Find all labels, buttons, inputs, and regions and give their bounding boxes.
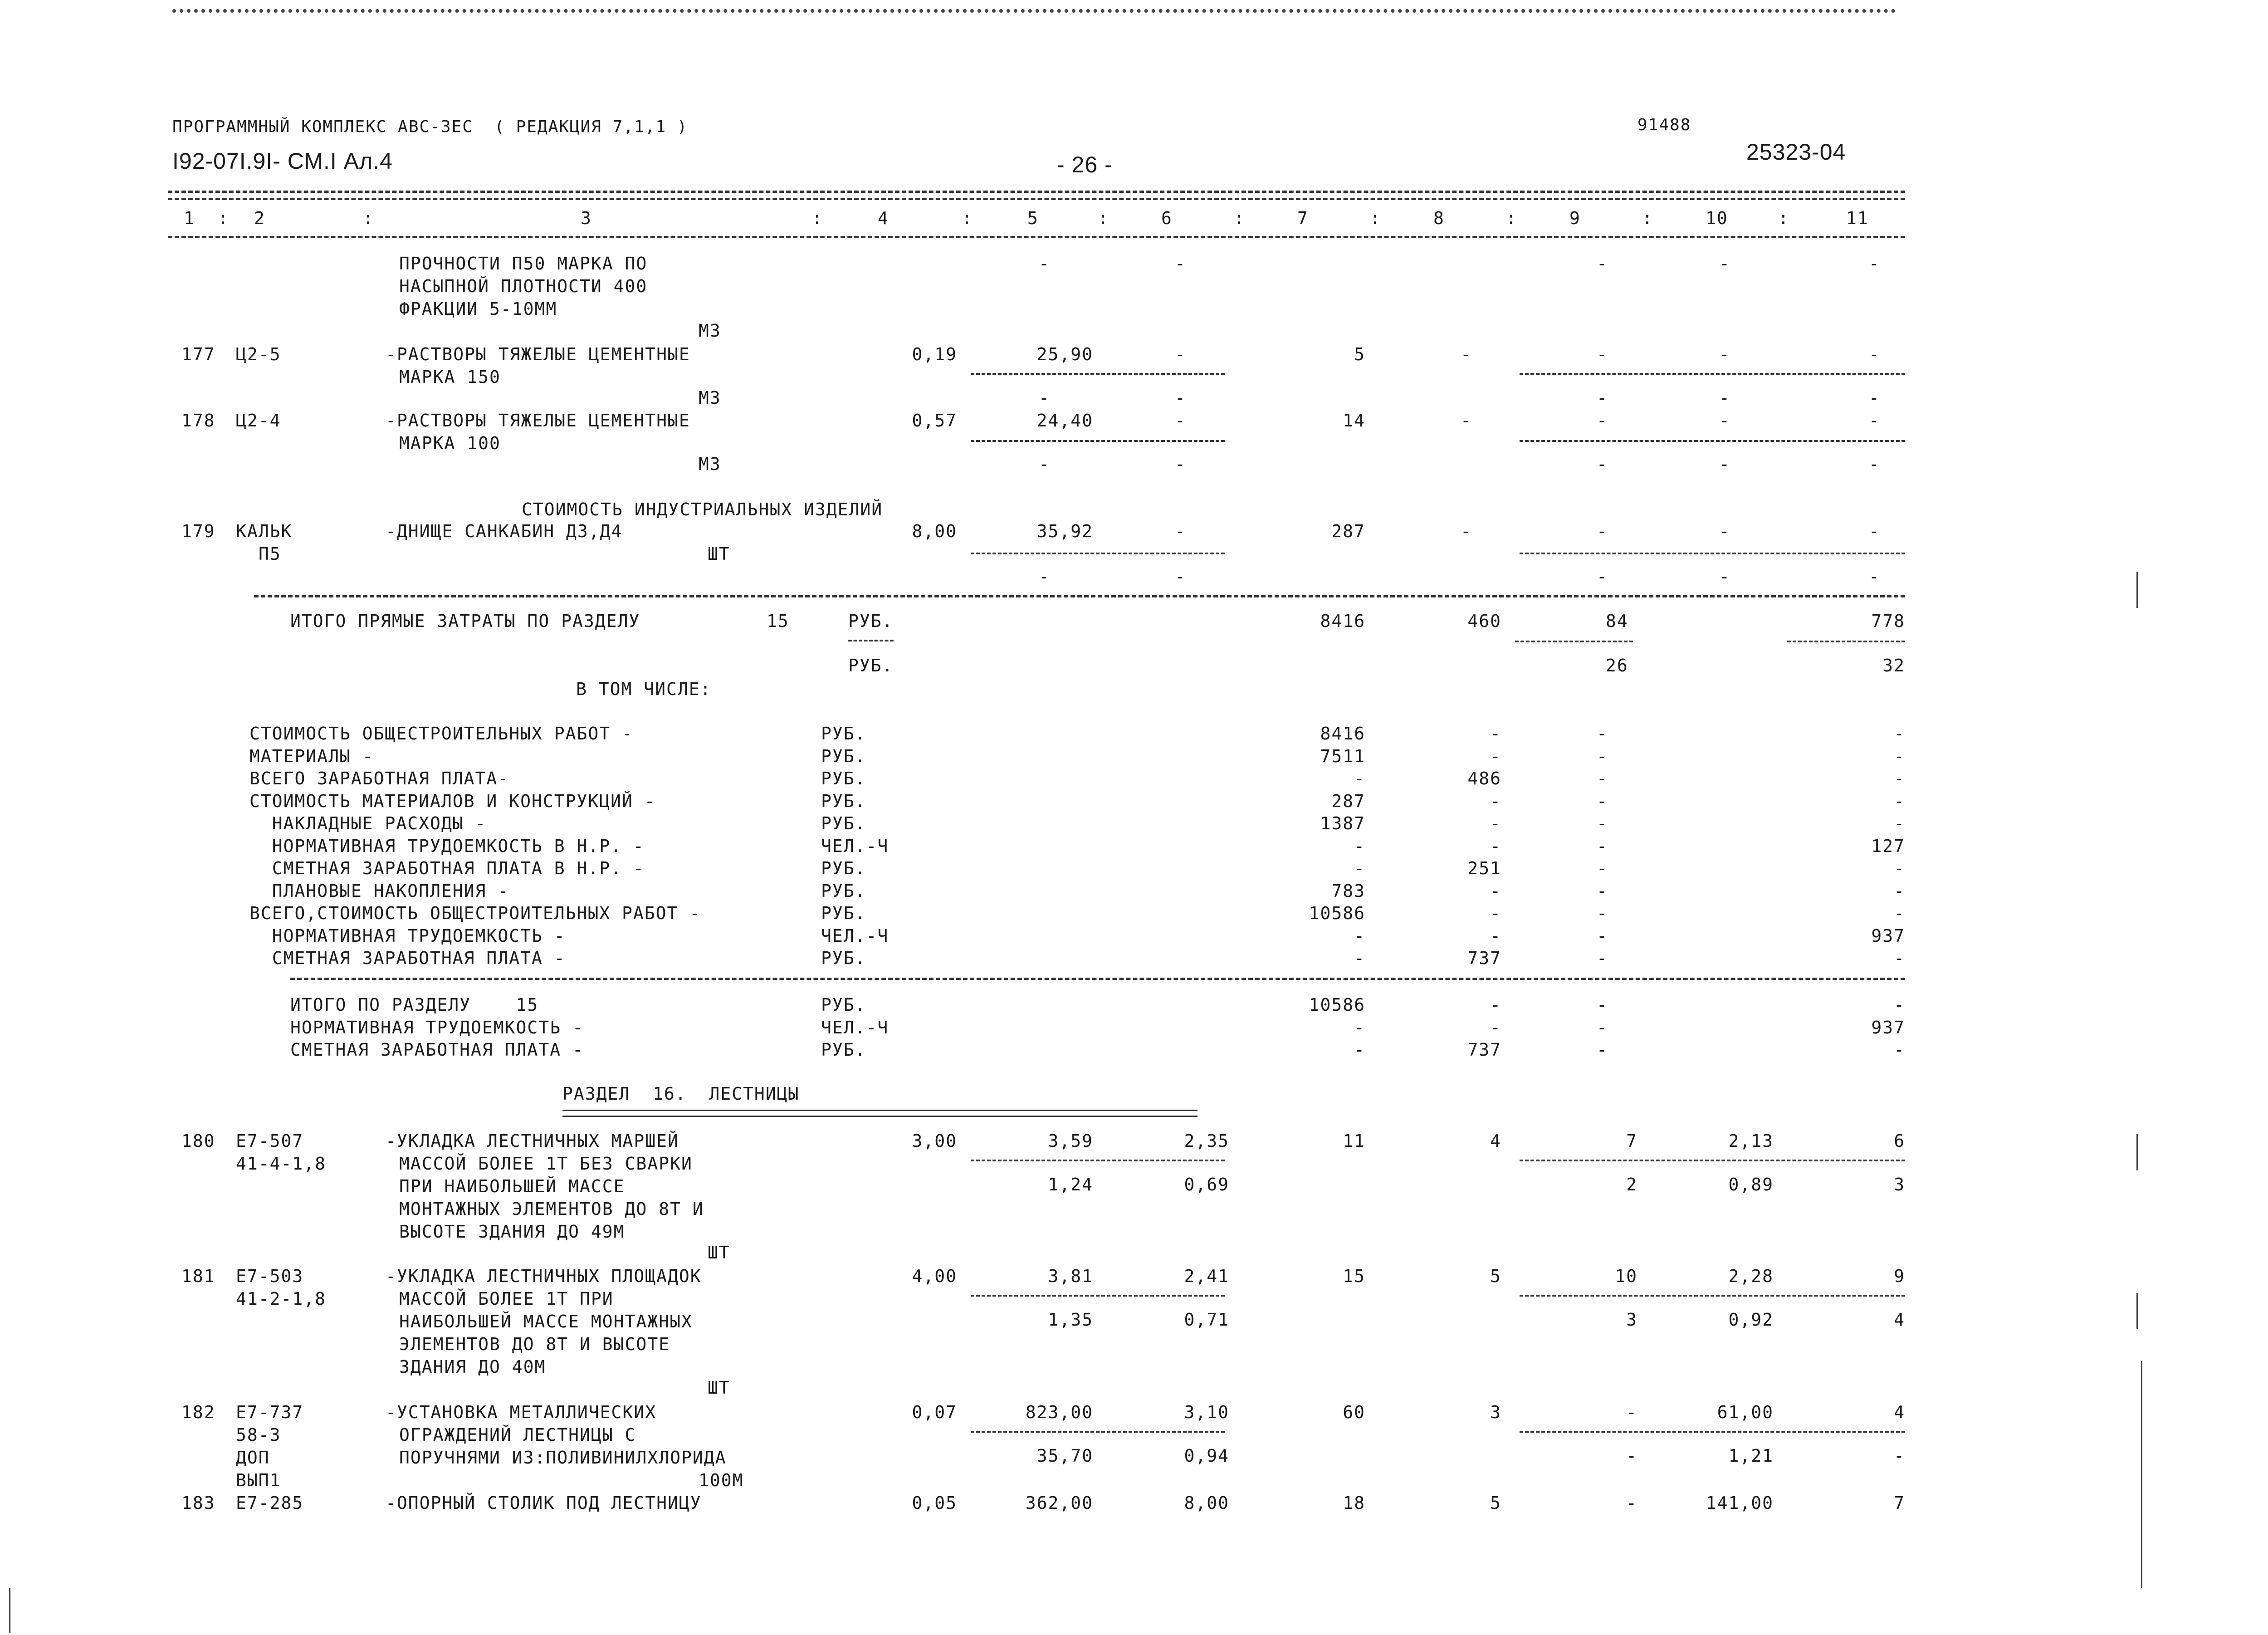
including-label: В ТОМ ЧИСЛЕ: [576,679,712,699]
cell-c5: 24,40 [1036,411,1093,431]
dash: - [1039,567,1050,587]
row-code-2: 41-2-1,8 [236,1289,327,1309]
breakdown-unit: РУБ. [821,813,866,833]
breakdown-c9: - [1597,769,1608,788]
row-text: МАССОЙ БОЛЕЕ 1Т ПРИ [399,1289,614,1309]
cell-c9-labor: 3 [1626,1310,1637,1330]
dash: - [1869,454,1880,474]
cell-c9-labor: - [1626,1446,1637,1466]
section-total-c9: - [1597,995,1608,1015]
breakdown-c11: - [1894,881,1905,901]
program-header: ПРОГРАММНЫЙ КОМПЛЕКС АВС-3ЕС ( РЕДАКЦИЯ 7,1,1 ) [172,117,688,136]
breakdown-c7: 1387 [1320,813,1365,833]
row-text: ОГРАЖДЕНИЙ ЛЕСТНИЦЫ С [399,1425,636,1445]
dash: - [1039,254,1050,274]
breakdown-unit: РУБ. [821,746,866,766]
totals-section: 15 [767,611,789,631]
dash: - [1039,388,1050,408]
cell-c6-labor: 0,69 [1184,1175,1229,1194]
breakdown-unit: РУБ. [821,791,866,811]
col-sep: : [1098,208,1109,228]
cell-c10-labor: 0,89 [1728,1175,1774,1194]
cell-c8: 5 [1490,1493,1501,1513]
row-code-3: ДОП [236,1448,270,1468]
breakdown-c9: - [1597,903,1608,923]
breakdown-c11: - [1894,724,1905,744]
breakdown-label: СМЕТНАЯ ЗАРАБОТНАЯ ПЛАТА В Н.Р. - [249,858,645,878]
section-note: СТОИМОСТЬ ИНДУСТРИАЛЬНЫХ ИЗДЕЛИЙ [522,499,883,519]
breakdown-unit: РУБ. [821,769,866,788]
sub-rule [971,440,1225,442]
cell-c11: - [1869,411,1880,431]
breakdown-c7: - [1354,836,1365,856]
cell-c9: - [1597,344,1608,364]
totals-label: ИТОГО ПРЯМЫЕ ЗАТРАТЫ ПО РАЗДЕЛУ [290,611,640,631]
cell-c5-labor: 35,70 [1036,1446,1093,1466]
breakdown-c8: - [1490,813,1501,833]
breakdown-c11: - [1894,791,1905,811]
breakdown-c8: - [1490,881,1501,901]
cell-c4: 0,07 [912,1402,957,1422]
cell-c7: 5 [1354,344,1365,364]
sub-rule [1520,1160,1905,1161]
dash: - [1597,254,1608,274]
cell-c11: - [1869,521,1880,541]
row-text: НАСЫПНОЙ ПЛОТНОСТИ 400 [399,276,648,296]
row-num: 180 [181,1131,215,1151]
cell-c5: 25,90 [1036,344,1093,364]
section-total-c11: 937 [1871,1017,1905,1038]
cell-c8: - [1461,521,1472,541]
dash: - [1597,567,1608,587]
sub-rule [971,1160,1225,1161]
section-total-c8: - [1490,995,1501,1015]
col-sep: : [962,208,973,228]
cell-c4: 0,19 [912,344,957,364]
dash: - [1719,388,1730,408]
cell-c9: - [1626,1493,1637,1513]
breakdown-c7: 10586 [1309,903,1365,923]
section-total-c11: - [1894,1040,1905,1060]
row-text: -УСТАНОВКА МЕТАЛЛИЧЕСКИХ [386,1402,657,1422]
cell-c9: 7 [1626,1131,1637,1151]
cell-c7: 15 [1343,1266,1365,1286]
cell-c9: - [1626,1402,1637,1422]
breakdown-c8: - [1490,925,1501,946]
breakdown-unit: ЧЕЛ.-Ч [821,925,889,946]
cell-c6: - [1175,344,1186,364]
breakdown-c11: - [1894,858,1905,878]
row-text: -РАСТВОРЫ ТЯЖЕЛЫЕ ЦЕМЕНТНЫЕ [386,411,690,431]
row-num: 182 [181,1402,215,1422]
cell-c11: 7 [1894,1493,1905,1513]
cell-c10-labor: 1,21 [1728,1446,1774,1466]
cell-c9: - [1597,411,1608,431]
totals-c11b: 32 [1882,656,1905,676]
row-code: Ц2-4 [236,411,281,431]
row-text: НАИБОЛЬШЕЙ МАССЕ МОНТАЖНЫХ [399,1312,693,1331]
cell-c8: 3 [1490,1402,1501,1422]
cell-c5: 3,59 [1048,1131,1093,1151]
breakdown-label: МАТЕРИАЛЫ - [249,746,374,766]
section-total-unit: РУБ. [821,995,866,1015]
row-unit: ШТ [708,1243,730,1263]
col-7: 7 [1297,208,1309,228]
cell-c6: - [1175,521,1186,541]
row-num: 183 [181,1493,215,1513]
row-code-2: 41-4-1,8 [236,1154,327,1174]
section-total-c8: 737 [1467,1040,1501,1060]
col-sep: : [1506,208,1517,228]
row-text: -ДНИЩЕ САНКАБИН Д3,Д4 [386,521,623,541]
cell-c7: 11 [1343,1131,1365,1151]
cell-c11: 9 [1894,1266,1905,1286]
cell-c10: - [1719,411,1730,431]
cell-c5: 362,00 [1025,1493,1093,1513]
cell-c11: - [1869,344,1880,364]
row-text: МАССОЙ БОЛЕЕ 1Т БЕЗ СВАРКИ [399,1154,693,1174]
sub-rule [1520,373,1905,375]
row-unit: ШТ [708,1378,730,1398]
cell-c10: 141,00 [1706,1493,1774,1513]
totals-c11a: 778 [1871,611,1905,631]
breakdown-label: ВСЕГО ЗАРАБОТНАЯ ПЛАТА- [249,769,509,788]
section-total-c7: 10586 [1309,995,1365,1015]
sub-rule [1520,1295,1905,1297]
col-sep: : [1370,208,1381,228]
cell-c4: 3,00 [912,1131,957,1151]
totals-rule [254,595,1905,597]
breakdown-c9: - [1597,791,1608,811]
breakdown-c7: 783 [1331,881,1365,901]
sub-rule [1520,1431,1905,1433]
sub-rule [1520,440,1905,442]
margin-mark [2136,1293,2138,1329]
breakdown-unit: РУБ. [821,948,866,968]
row-unit: М3 [699,388,721,408]
breakdown-c7: - [1354,948,1365,968]
cell-c6: - [1175,411,1186,431]
cell-c11: 4 [1894,1402,1905,1422]
cell-c7: 18 [1343,1493,1365,1513]
breakdown-unit: РУБ. [821,858,866,878]
dash: - [1175,567,1186,587]
margin-mark [9,1588,10,1633]
dash: - [1869,254,1880,274]
sub-rule [1787,641,1905,642]
dash: - [1597,388,1608,408]
col-sep: : [1778,208,1789,228]
cell-c10: 2,13 [1728,1131,1774,1151]
section-total-c7: - [1354,1017,1365,1038]
sub-rule [848,640,894,641]
top-edge-marks [172,9,1896,13]
totals-c9a: 84 [1606,611,1628,631]
cell-c4: 4,00 [912,1266,957,1286]
dash: - [1869,388,1880,408]
section-total-label: СМЕТНАЯ ЗАРАБОТНАЯ ПЛАТА - [290,1040,584,1060]
section-total-c11: - [1894,995,1905,1015]
row-num: 179 [181,521,215,541]
sub-rule [1520,553,1905,554]
breakdown-unit: РУБ. [821,881,866,901]
breakdown-unit: РУБ. [821,724,866,744]
section16-title: РАЗДЕЛ 16. ЛЕСТНИЦЫ [562,1084,800,1104]
row-text: ЗДАНИЯ ДО 40М [399,1357,546,1377]
breakdown-c11: 937 [1871,925,1905,946]
dash: - [1719,567,1730,587]
breakdown-c7: 8416 [1320,724,1365,744]
breakdown-label: ПЛАНОВЫЕ НАКОПЛЕНИЯ - [249,881,509,901]
cell-c9: 10 [1615,1266,1637,1286]
cell-c4: 0,57 [912,411,957,431]
breakdown-c11: - [1894,813,1905,833]
cell-c9-labor: 2 [1626,1175,1637,1194]
breakdown-label: НОРМАТИВНАЯ ТРУДОЕМКОСТЬ В Н.Р. - [249,836,645,856]
dash: - [1175,388,1186,408]
cell-c6: 3,10 [1184,1402,1229,1422]
row-unit: М3 [699,454,721,474]
breakdown-c8: 251 [1467,858,1501,878]
cell-c8: 4 [1490,1131,1501,1151]
section-total-label: ИТОГО ПО РАЗДЕЛУ 15 [290,995,539,1015]
cell-c11-labor: 4 [1894,1310,1905,1330]
row-code-2: П5 [259,544,281,564]
row-text: ФРАКЦИИ 5-10ММ [399,299,557,319]
section-total-unit: ЧЕЛ.-Ч [821,1017,889,1038]
row-text: МОНТАЖНЫХ ЭЛЕМЕНТОВ ДО 8Т И [399,1199,704,1219]
breakdown-c11: - [1894,903,1905,923]
row-text: МАРКА 100 [399,433,501,453]
cell-c5-labor: 1,35 [1048,1310,1093,1330]
totals-unit-2: РУБ. [848,656,894,676]
col-sep: : [1234,208,1245,228]
header-rule [168,198,1905,200]
breakdown-c9: - [1597,746,1608,766]
breakdown-label: НАКЛАДНЫЕ РАСХОДЫ - [249,813,487,833]
cell-c10-labor: 0,92 [1728,1310,1774,1330]
ref-number: 25323-04 [1746,139,1846,165]
row-text: -УКЛАДКА ЛЕСТНИЧНЫХ МАРШЕЙ [386,1131,679,1151]
section-total-unit: РУБ. [821,1040,866,1060]
breakdown-c8: - [1490,836,1501,856]
sub-rule [971,1295,1225,1297]
row-unit: 100М [699,1470,744,1490]
row-num: 178 [181,411,215,431]
breakdown-c8: - [1490,791,1501,811]
row-text: -ОПОРНЫЙ СТОЛИК ПОД ЛЕСТНИЦУ [386,1493,702,1513]
col-sep: : [812,208,823,228]
dash: - [1175,254,1186,274]
row-code: Е7-503 [236,1266,304,1286]
margin-mark [2136,572,2138,608]
breakdown-c9: - [1597,881,1608,901]
breakdown-c8: - [1490,903,1501,923]
cell-c4: 8,00 [912,521,957,541]
dash: - [1719,254,1730,274]
breakdown-label: ВСЕГО,СТОИМОСТЬ ОБЩЕСТРОИТЕЛЬНЫХ РАБОТ - [249,903,701,923]
sub-rule [971,553,1225,554]
col-6: 6 [1161,208,1173,228]
cell-c5: 3,81 [1048,1266,1093,1286]
breakdown-c11: - [1894,948,1905,968]
row-code-2: 58-3 [236,1425,281,1445]
row-text: -РАСТВОРЫ ТЯЖЕЛЫЕ ЦЕМЕНТНЫЕ [386,344,690,364]
section-total-c9: - [1597,1040,1608,1060]
row-code: Ц2-5 [236,344,281,364]
row-text: -УКЛАДКА ЛЕСТНИЧНЫХ ПЛОЩАДОК [386,1266,702,1286]
breakdown-c8: - [1490,746,1501,766]
header-rule [168,191,1905,193]
cell-c9: - [1597,521,1608,541]
cell-c8: - [1461,411,1472,431]
col-sep: : [218,208,229,228]
cell-c7: 287 [1331,521,1365,541]
cell-c8: - [1461,344,1472,364]
section-total-rule [290,978,1905,980]
dash: - [1869,567,1880,587]
doc-number: I92-07I.9I- СМ.I Ал.4 [172,148,393,174]
cell-c6: 8,00 [1184,1493,1229,1513]
row-unit: ШТ [708,544,730,564]
totals-c7: 8416 [1320,611,1365,631]
cell-c10: 2,28 [1728,1266,1774,1286]
breakdown-c9: - [1597,813,1608,833]
totals-unit: РУБ. [848,611,894,631]
dash: - [1039,454,1050,474]
breakdown-label: СТОИМОСТЬ МАТЕРИАЛОВ И КОНСТРУКЦИЙ - [249,791,656,811]
row-text: ЭЛЕМЕНТОВ ДО 8Т И ВЫСОТЕ [399,1334,670,1354]
column-header-rule [168,236,1905,238]
cell-c6-labor: 0,94 [1184,1446,1229,1466]
cell-c6-labor: 0,71 [1184,1310,1229,1330]
section-total-c8: - [1490,1017,1501,1038]
row-text: МАРКА 150 [399,367,501,387]
breakdown-c7: - [1354,858,1365,878]
cell-c4: 0,05 [912,1493,957,1513]
row-code: Е7-285 [236,1493,304,1513]
totals-c9b: 26 [1606,656,1628,676]
dash: - [1597,454,1608,474]
breakdown-c8: - [1490,724,1501,744]
dash: - [1719,454,1730,474]
totals-c8: 460 [1467,611,1501,631]
row-text: ПОРУЧНЯМИ ИЗ:ПОЛИВИНИЛХЛОРИДА [399,1448,727,1468]
cell-c11-labor: 3 [1894,1175,1905,1194]
breakdown-c9: - [1597,948,1608,968]
doc-code: 91488 [1637,116,1691,134]
breakdown-c7: 287 [1331,791,1365,811]
dash: - [1175,454,1186,474]
row-code: КАЛЬК [236,521,293,541]
row-num: 181 [181,1266,215,1286]
breakdown-c11: - [1894,769,1905,788]
section16-underline [562,1110,1198,1117]
cell-c10: 61,00 [1717,1402,1774,1422]
section-total-c9: - [1597,1017,1608,1038]
col-1: 1 [184,208,195,228]
breakdown-c11: 127 [1871,836,1905,856]
cell-c8: 5 [1490,1266,1501,1286]
row-code: Е7-507 [236,1131,304,1151]
breakdown-c9: - [1597,836,1608,856]
breakdown-c8: 737 [1467,948,1501,968]
cell-c7: 14 [1343,411,1365,431]
breakdown-unit: РУБ. [821,903,866,923]
breakdown-c7: - [1354,769,1365,788]
cell-c11-labor: - [1894,1446,1905,1466]
cell-c7: 60 [1343,1402,1365,1422]
breakdown-c7: - [1354,925,1365,946]
cell-c6: 2,41 [1184,1266,1229,1286]
sub-rule [1515,641,1633,642]
col-5: 5 [1027,208,1039,228]
sub-rule [971,373,1225,375]
cell-c5: 823,00 [1025,1402,1093,1422]
row-unit: М3 [699,321,721,341]
row-code-4: ВЫП1 [236,1470,281,1490]
cell-c11: 6 [1894,1131,1905,1151]
row-text: ВЫСОТЕ ЗДАНИЯ ДО 49М [399,1222,625,1242]
cell-c5-labor: 1,24 [1048,1175,1093,1194]
col-4: 4 [878,208,889,228]
breakdown-unit: ЧЕЛ.-Ч [821,836,889,856]
row-code: Е7-737 [236,1402,304,1422]
row-num: 177 [181,344,215,364]
breakdown-label: СТОИМОСТЬ ОБЩЕСТРОИТЕЛЬНЫХ РАБОТ - [249,724,633,744]
page-number: - 26 - [1057,152,1113,177]
row-text: ПРИ НАИБОЛЬШЕЙ МАССЕ [399,1176,625,1196]
breakdown-c11: - [1894,746,1905,766]
breakdown-c9: - [1597,724,1608,744]
margin-mark [2141,1361,2142,1588]
cell-c10: - [1719,344,1730,364]
col-8: 8 [1433,208,1445,228]
col-sep: : [1642,208,1653,228]
margin-mark [2136,1134,2138,1170]
breakdown-c8: 486 [1467,769,1501,788]
breakdown-label: СМЕТНАЯ ЗАРАБОТНАЯ ПЛАТА - [249,948,566,968]
cell-c10: - [1719,521,1730,541]
breakdown-c9: - [1597,925,1608,946]
section-total-c7: - [1354,1040,1365,1060]
breakdown-label: НОРМАТИВНАЯ ТРУДОЕМКОСТЬ - [249,925,566,946]
cell-c5: 35,92 [1036,521,1093,541]
col-3: 3 [581,208,592,228]
col-11: 11 [1846,208,1869,228]
col-9: 9 [1569,208,1581,228]
section-total-label: НОРМАТИВНАЯ ТРУДОЕМКОСТЬ - [290,1017,584,1038]
col-2: 2 [254,208,265,228]
col-10: 10 [1706,208,1728,228]
row-text: ПРОЧНОСТИ П50 МАРКА ПО [399,254,648,274]
breakdown-c9: - [1597,858,1608,878]
col-sep: : [363,208,374,228]
cell-c6: 2,35 [1184,1131,1229,1151]
breakdown-c7: 7511 [1320,746,1365,766]
sub-rule [971,1431,1225,1433]
